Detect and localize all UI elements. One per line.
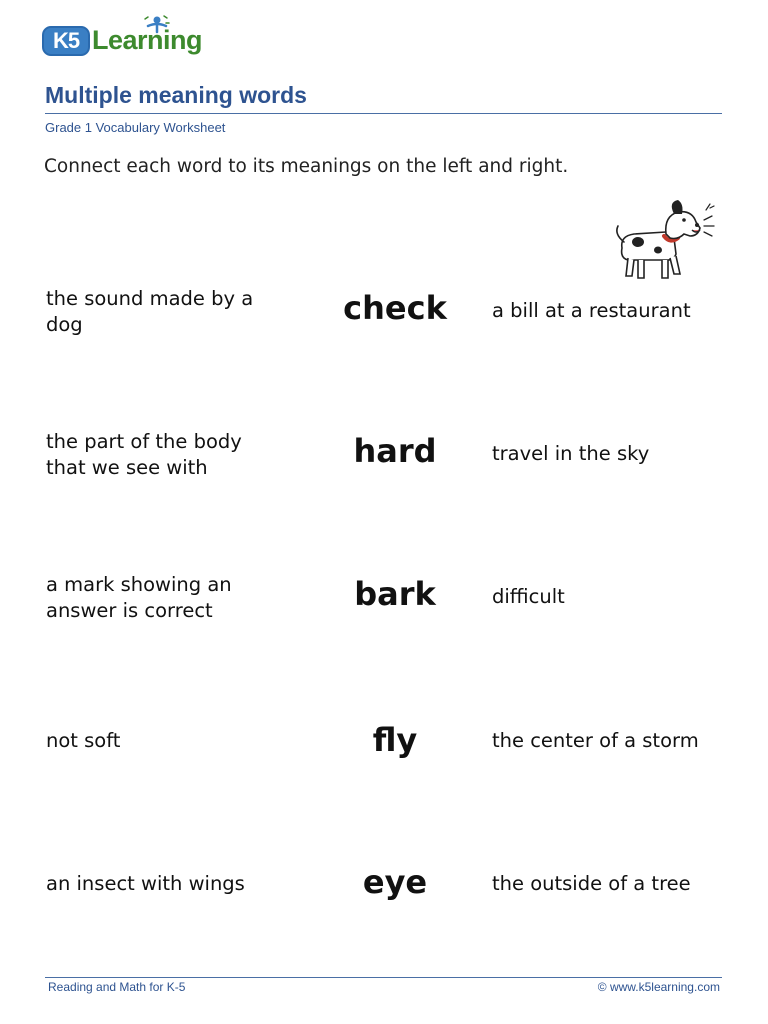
row-2 — [0, 427, 768, 527]
logo-figure-icon — [142, 14, 170, 38]
vocab-word: eye — [362, 863, 428, 901]
left-meaning-line: the part of the body — [46, 430, 242, 453]
row-4 — [0, 720, 768, 820]
left-meaning-line: the sound made by a — [46, 287, 254, 310]
left-meaning-line: that we see with — [46, 456, 208, 479]
logo-wordmark: Learning — [92, 25, 203, 55]
page-subtitle: Grade 1 Vocabulary Worksheet — [45, 120, 226, 135]
row-3 — [0, 570, 768, 670]
logo-badge: K5 — [42, 26, 90, 56]
instructions: Connect each word to its meanings on the left and right. — [44, 156, 569, 177]
right-meaning: the center of a storm — [492, 729, 699, 752]
left-meaning — [46, 871, 306, 897]
left-meaning — [46, 728, 306, 754]
left-meaning-line: an insect with wings — [46, 872, 245, 895]
vocab-word: fly — [372, 721, 418, 759]
right-meaning: difficult — [492, 585, 565, 608]
row-1 — [0, 284, 768, 384]
left-meaning — [46, 429, 306, 481]
vocab-word: check — [343, 289, 447, 327]
footer-divider — [45, 977, 722, 978]
page-title: Multiple meaning words — [45, 82, 307, 108]
left-meaning — [46, 286, 306, 338]
k5-learning-logo — [42, 16, 212, 60]
footer-tagline: Reading and Math for K-5 — [48, 980, 186, 994]
row-5 — [0, 862, 768, 962]
left-meaning-line: dog — [46, 313, 83, 336]
left-meaning — [46, 572, 306, 624]
barking-dog-icon — [608, 198, 720, 284]
left-meaning-line: a mark showing an — [46, 573, 232, 596]
left-meaning-line: answer is correct — [46, 599, 213, 622]
vocab-word: bark — [354, 575, 436, 613]
footer-website-link[interactable]: © www.k5learning.com — [597, 980, 720, 994]
right-meaning: a bill at a restaurant — [492, 299, 691, 322]
right-meaning: the outside of a tree — [492, 872, 691, 895]
header-divider — [45, 113, 722, 114]
vocab-word: hard — [353, 432, 437, 470]
left-meaning-line: not soft — [46, 729, 121, 752]
right-meaning: travel in the sky — [492, 442, 650, 465]
